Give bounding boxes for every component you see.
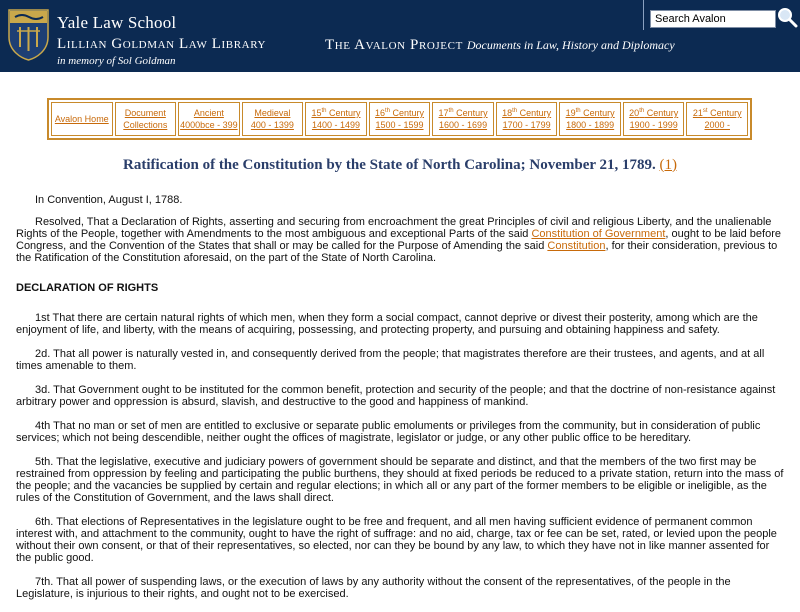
- project-name: The Avalon Project: [325, 37, 463, 53]
- right-paragraph: 7th. That all power of suspending laws, or the execution of laws by any authority without the consent of the representatives, of the people in the Legislature, is injurious to their rights, and ought not to be exercised.: [16, 576, 731, 600]
- nav-label: Medieval: [254, 108, 291, 118]
- nav-label: Document: [124, 108, 166, 118]
- nav-label: 18th Century: [502, 108, 552, 118]
- memory-line: in memory of Sol Goldman: [57, 55, 176, 67]
- right-paragraph: 1st That there are certain natural rights of which men, when they form a social compact, cannot deprive or divest their posterity, among which are the enjoyment of life, and liberty, with the means of acquiring, possessing, and protecting property, and pursuing and obtaining happiness and safety.: [16, 312, 758, 336]
- nav-avalon-home[interactable]: [51, 102, 113, 136]
- nav-label: 16th Century: [374, 108, 425, 118]
- intro-line: In Convention, August I, 1788.: [35, 194, 183, 206]
- site-banner: [0, 0, 800, 72]
- constitution-of-government-link[interactable]: Constitution of Government: [531, 228, 666, 240]
- nav-range: 1800 - 1899: [566, 120, 615, 130]
- nav-20th-century[interactable]: [623, 102, 685, 136]
- century-navigation: [47, 98, 752, 140]
- nav-label: Avalon Home: [54, 114, 109, 124]
- nav-range: 1900 - 1999: [629, 120, 678, 130]
- banner-divider: [643, 0, 644, 30]
- document-body: [16, 194, 784, 612]
- nav-label: 19th Century: [565, 108, 615, 118]
- resolved-text: Resolved, That a Declaration of Rights, asserting and securing from encroachment the great Principles of civil and religious Liberty, and the unalienable Rights of the People, together with Amendments to the most ambiguous and exceptional Parts of the said: [16, 216, 772, 240]
- magnifier-icon: [779, 9, 796, 26]
- declaration-heading: DECLARATION OF RIGHTS: [16, 282, 159, 294]
- right-paragraph: 6th. That elections of Representatives in the legislature ought to be free and frequent, and all men having sufficient evidence of permanent common interest with, and attachment to the community, ought to have the right of suffrage: and no aid, charge, tax or fee can be set, rated, or levied upon the people without their own consent, or that of their representatives, so elected, nor can they be bound by any law, to which they have not in like manner assented for the public good.: [16, 516, 777, 564]
- resolved-text: , for their consideration, previous to the Ratification of the Constitution aforesaid, on the part of the State of North Carolina.: [16, 240, 778, 264]
- nav-17th-century[interactable]: [432, 102, 494, 136]
- nav-range: 1400 - 1499: [311, 120, 360, 130]
- nav-range: 2000 -: [704, 120, 730, 130]
- school-name[interactable]: Yale Law School: [57, 13, 177, 32]
- nav-label: Ancient: [193, 108, 224, 118]
- project-title[interactable]: [325, 37, 675, 54]
- right-paragraph: 2d. That all power is naturally vested in, and consequently derived from the people; that magistrates therefore are their trustees, and agents, and at all times amenable to them.: [16, 348, 765, 372]
- project-subtitle: Documents in Law, History and Diplomacy: [466, 38, 675, 52]
- search-input[interactable]: [650, 10, 776, 28]
- page-title: [0, 157, 800, 174]
- nav-label: Collections: [123, 120, 168, 130]
- nav-label: 17th Century: [438, 108, 488, 118]
- constitution-link[interactable]: Constitution: [547, 240, 606, 252]
- library-name[interactable]: Lillian Goldman Law Library: [57, 36, 267, 52]
- nav-label: 15th Century: [311, 108, 361, 118]
- right-paragraph: 3d. That Government ought to be instituted for the common benefit, protection and security of the people; and that the doctrine of non-resistance against arbitrary power and oppression is absurd, slavish, and destructive to the good and happiness of mankind.: [16, 384, 776, 408]
- right-paragraph: 5th. That the legislative, executive and judiciary powers of government should be separate and distinct, and that the members of the two first may be restrained from oppression by feeling and participating the public burthens, they should at fixed periods be reduced to a private station, return into the mass of the people; and the vacancies be supplied by certain and regular elections; in which all or any part of the former members to be eligible or ineligible, as the rules of the Constitution of Government, and the laws shall direct.: [16, 456, 784, 504]
- nav-16th-century[interactable]: [369, 102, 431, 136]
- nav-range: 1600 - 1699: [439, 120, 488, 130]
- nav-21st-century[interactable]: [686, 102, 748, 136]
- nav-range: 1700 - 1799: [502, 120, 551, 130]
- nav-range: 1500 - 1599: [375, 120, 424, 130]
- resolved-text: , ought to be laid before Congress, and the Convention of the States that shall or may be called for the Purpose of Amending the said: [16, 228, 781, 252]
- footnote-link[interactable]: (1): [659, 157, 677, 173]
- nav-18th-century[interactable]: [496, 102, 558, 136]
- nav-19th-century[interactable]: [559, 102, 621, 136]
- nav-range: 400 - 1399: [250, 120, 294, 130]
- right-paragraph: 4th That no man or set of men are entitled to exclusive or separate public emoluments or privileges from the community, but in consideration of public services; which not being descendible, neither ought the offices of magistrate, legislator or judge, or any other public office to be hereditary.: [16, 420, 761, 444]
- nav-15th-century[interactable]: [305, 102, 367, 136]
- page-title-text: Ratification of the Constitution by the State of North Carolina; November 21, 1789.: [123, 157, 656, 173]
- search-button[interactable]: [776, 6, 798, 28]
- nav-label: 21st Century: [692, 108, 742, 118]
- nav-medieval[interactable]: [242, 102, 304, 136]
- yale-shield-icon[interactable]: [8, 9, 49, 61]
- resolved-paragraph: [16, 216, 784, 264]
- nav-label: 20th Century: [629, 108, 679, 118]
- nav-range: 4000bce - 399: [180, 120, 238, 130]
- nav-document-collections[interactable]: [115, 102, 177, 136]
- nav-ancient[interactable]: [178, 102, 240, 136]
